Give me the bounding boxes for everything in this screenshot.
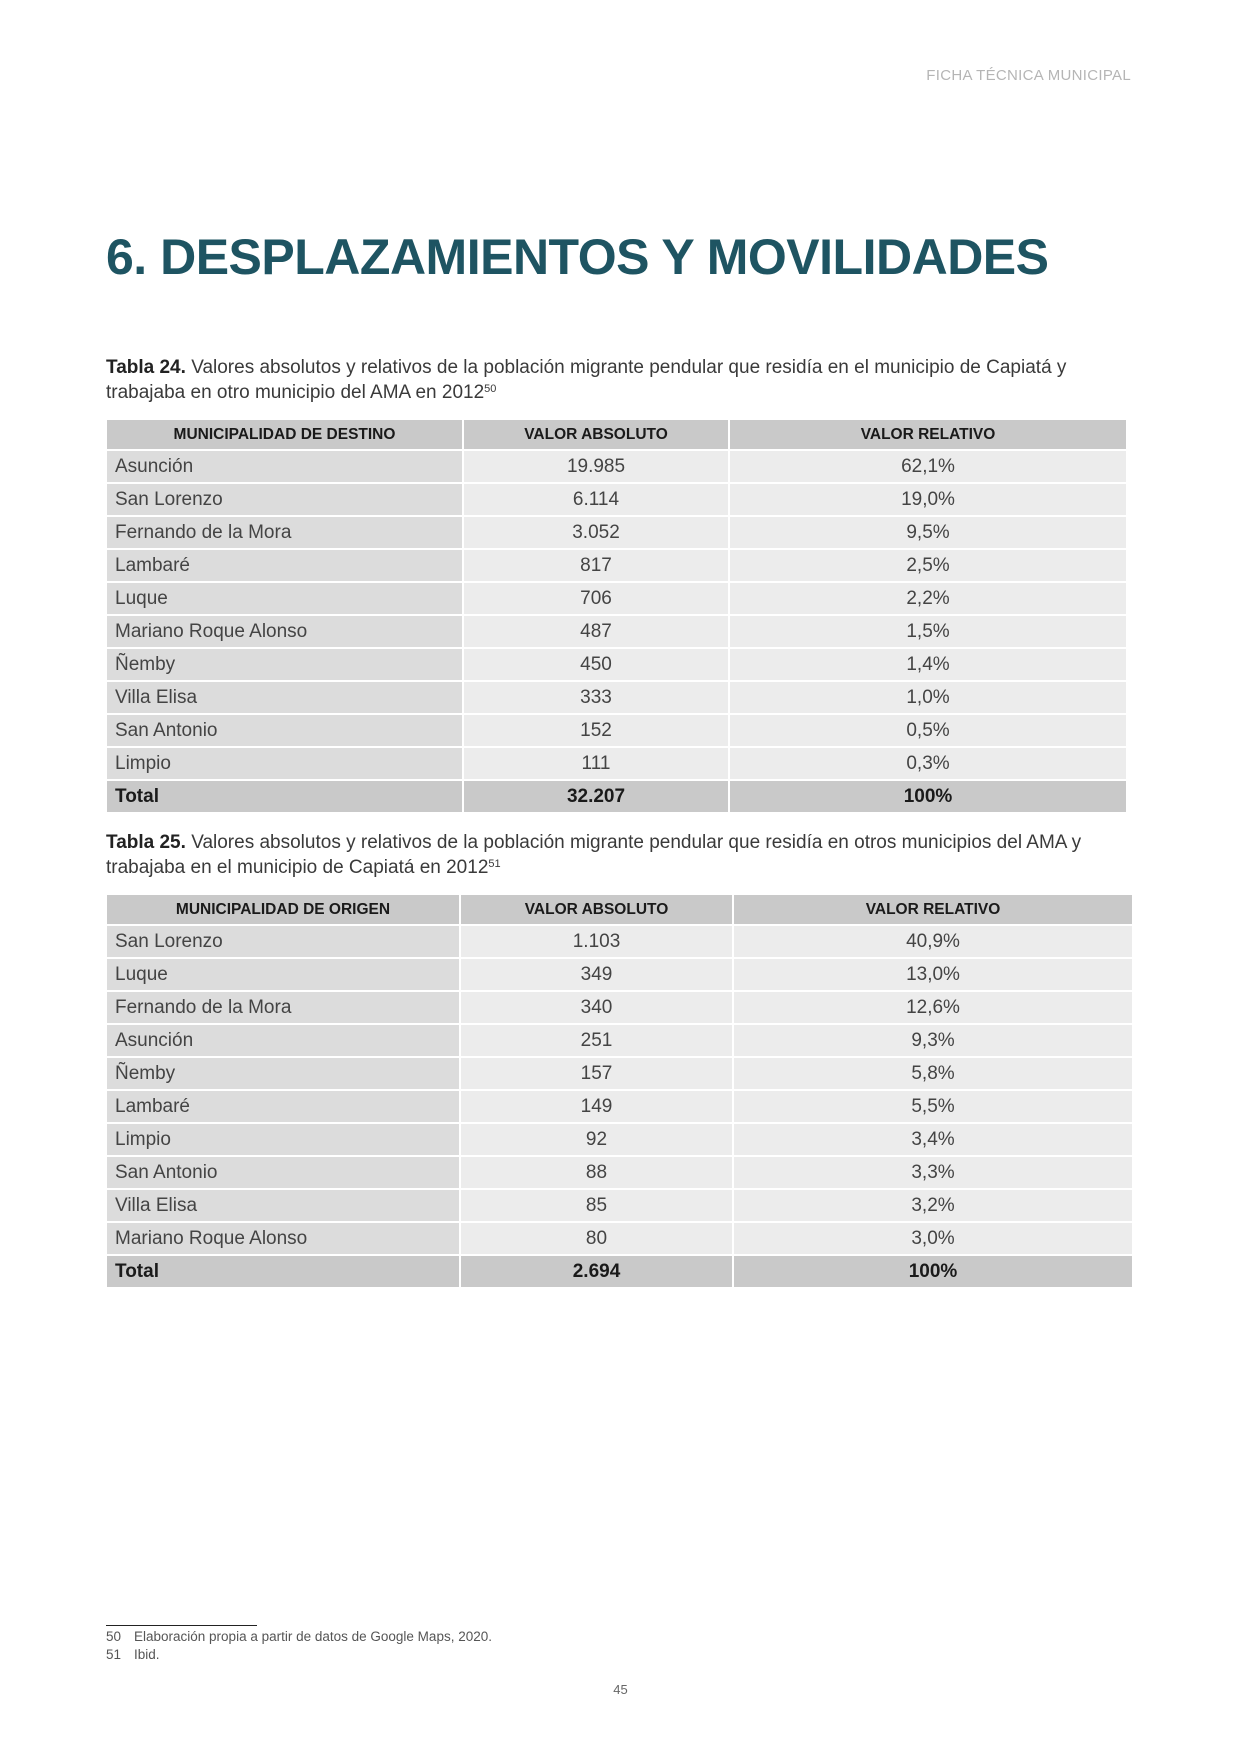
- column-header: VALOR RELATIVO: [729, 420, 1127, 450]
- absolute-value-cell: 450: [463, 648, 729, 681]
- relative-value-cell: 1,0%: [729, 681, 1127, 714]
- relative-value-cell: 9,3%: [733, 1024, 1133, 1057]
- table-row: [107, 925, 1133, 958]
- table-row: [107, 1123, 1133, 1156]
- table-row: [107, 582, 1127, 615]
- table-row: [107, 615, 1127, 648]
- relative-value-cell: 2,5%: [729, 549, 1127, 582]
- relative-value-cell: 13,0%: [733, 958, 1133, 991]
- table-header-row: [107, 420, 1127, 450]
- table24-body: [107, 450, 1127, 812]
- absolute-value-cell: 349: [460, 958, 733, 991]
- total-relative-cell: 100%: [729, 780, 1127, 812]
- municipality-cell: Villa Elisa: [107, 1189, 460, 1222]
- table25-body: [107, 925, 1133, 1287]
- table-row: [107, 1156, 1133, 1189]
- table-row: [107, 991, 1133, 1024]
- table24: [107, 420, 1128, 812]
- relative-value-cell: 19,0%: [729, 483, 1127, 516]
- table-row: [107, 1024, 1133, 1057]
- absolute-value-cell: 3.052: [463, 516, 729, 549]
- relative-value-cell: 1,5%: [729, 615, 1127, 648]
- total-row: [107, 780, 1127, 812]
- absolute-value-cell: 152: [463, 714, 729, 747]
- relative-value-cell: 5,5%: [733, 1090, 1133, 1123]
- municipality-cell: Asunción: [107, 1024, 460, 1057]
- footnote-50: 50 Elaboración propia a partir de datos de Google Maps, 2020.: [106, 1629, 492, 1644]
- municipality-cell: Asunción: [107, 450, 463, 483]
- municipality-cell: San Lorenzo: [107, 925, 460, 958]
- municipality-cell: Limpio: [107, 1123, 460, 1156]
- municipality-cell: San Antonio: [107, 1156, 460, 1189]
- footnote-51: 51 Ibid.: [106, 1647, 160, 1662]
- absolute-value-cell: 6.114: [463, 483, 729, 516]
- relative-value-cell: 5,8%: [733, 1057, 1133, 1090]
- municipality-cell: Luque: [107, 582, 463, 615]
- table-row: [107, 681, 1127, 714]
- relative-value-cell: 9,5%: [729, 516, 1127, 549]
- table24-caption-text: Valores absolutos y relativos de la población migrante pendular que residía en el municipio de Capiatá y trabajaba en otro municipio del AMA en 2012: [106, 357, 1067, 403]
- column-header: VALOR ABSOLUTO: [463, 420, 729, 450]
- relative-value-cell: 3,2%: [733, 1189, 1133, 1222]
- municipality-cell: Mariano Roque Alonso: [107, 615, 463, 648]
- municipality-cell: Fernando de la Mora: [107, 991, 460, 1024]
- table25-caption-text: Valores absolutos y relativos de la población migrante pendular que residía en otros municipios del AMA y trabajaba en el municipio de Capiatá en 2012: [106, 832, 1082, 878]
- column-header: MUNICIPALIDAD DE DESTINO: [107, 420, 463, 450]
- municipality-cell: San Antonio: [107, 714, 463, 747]
- municipality-cell: Mariano Roque Alonso: [107, 1222, 460, 1255]
- section-title: 6. DESPLAZAMIENTOS Y MOVILIDADES: [106, 229, 1049, 285]
- relative-value-cell: 12,6%: [733, 991, 1133, 1024]
- relative-value-cell: 0,5%: [729, 714, 1127, 747]
- municipality-cell: Lambaré: [107, 549, 463, 582]
- absolute-value-cell: 251: [460, 1024, 733, 1057]
- absolute-value-cell: 817: [463, 549, 729, 582]
- absolute-value-cell: 1.103: [460, 925, 733, 958]
- municipality-cell: Villa Elisa: [107, 681, 463, 714]
- total-label-cell: Total: [107, 780, 463, 812]
- table24-caption: [106, 355, 1141, 405]
- municipality-cell: Lambaré: [107, 1090, 460, 1123]
- absolute-value-cell: 157: [460, 1057, 733, 1090]
- relative-value-cell: 3,3%: [733, 1156, 1133, 1189]
- column-header: VALOR ABSOLUTO: [460, 895, 733, 925]
- page-number: 45: [613, 1682, 628, 1697]
- table25: [107, 895, 1134, 1287]
- relative-value-cell: 62,1%: [729, 450, 1127, 483]
- total-absolute-cell: 32.207: [463, 780, 729, 812]
- table-row: [107, 1090, 1133, 1123]
- table-row: [107, 450, 1127, 483]
- table24-label: Tabla 24.: [106, 357, 186, 378]
- absolute-value-cell: 80: [460, 1222, 733, 1255]
- table-row: [107, 1189, 1133, 1222]
- table-row: [107, 1222, 1133, 1255]
- column-header: MUNICIPALIDAD DE ORIGEN: [107, 895, 460, 925]
- table-header-row: [107, 895, 1133, 925]
- relative-value-cell: 2,2%: [729, 582, 1127, 615]
- footnotes: [106, 1628, 492, 1664]
- municipality-cell: San Lorenzo: [107, 483, 463, 516]
- total-absolute-cell: 2.694: [460, 1255, 733, 1287]
- table-row: [107, 1057, 1133, 1090]
- column-header: VALOR RELATIVO: [733, 895, 1133, 925]
- absolute-value-cell: 85: [460, 1189, 733, 1222]
- table-row: [107, 714, 1127, 747]
- absolute-value-cell: 92: [460, 1123, 733, 1156]
- footnote-ref-51: 51: [488, 858, 501, 870]
- table-row: [107, 549, 1127, 582]
- absolute-value-cell: 333: [463, 681, 729, 714]
- municipality-cell: Ñemby: [107, 1057, 460, 1090]
- relative-value-cell: 40,9%: [733, 925, 1133, 958]
- table25-label: Tabla 25.: [106, 832, 186, 853]
- absolute-value-cell: 487: [463, 615, 729, 648]
- absolute-value-cell: 111: [463, 747, 729, 780]
- absolute-value-cell: 88: [460, 1156, 733, 1189]
- absolute-value-cell: 706: [463, 582, 729, 615]
- relative-value-cell: 3,4%: [733, 1123, 1133, 1156]
- running-header: FICHA TÉCNICA MUNICIPAL: [926, 67, 1131, 84]
- table-row: [107, 516, 1127, 549]
- footnote-divider: [106, 1625, 257, 1626]
- municipality-cell: Limpio: [107, 747, 463, 780]
- municipality-cell: Ñemby: [107, 648, 463, 681]
- total-relative-cell: 100%: [733, 1255, 1133, 1287]
- relative-value-cell: 1,4%: [729, 648, 1127, 681]
- total-label-cell: Total: [107, 1255, 460, 1287]
- table-row: [107, 483, 1127, 516]
- total-row: [107, 1255, 1133, 1287]
- footnote-ref-50: 50: [484, 383, 497, 395]
- absolute-value-cell: 340: [460, 991, 733, 1024]
- absolute-value-cell: 19.985: [463, 450, 729, 483]
- relative-value-cell: 3,0%: [733, 1222, 1133, 1255]
- table-row: [107, 648, 1127, 681]
- table-row: [107, 958, 1133, 991]
- municipality-cell: Luque: [107, 958, 460, 991]
- relative-value-cell: 0,3%: [729, 747, 1127, 780]
- table-row: [107, 747, 1127, 780]
- table25-caption: [106, 830, 1141, 880]
- absolute-value-cell: 149: [460, 1090, 733, 1123]
- municipality-cell: Fernando de la Mora: [107, 516, 463, 549]
